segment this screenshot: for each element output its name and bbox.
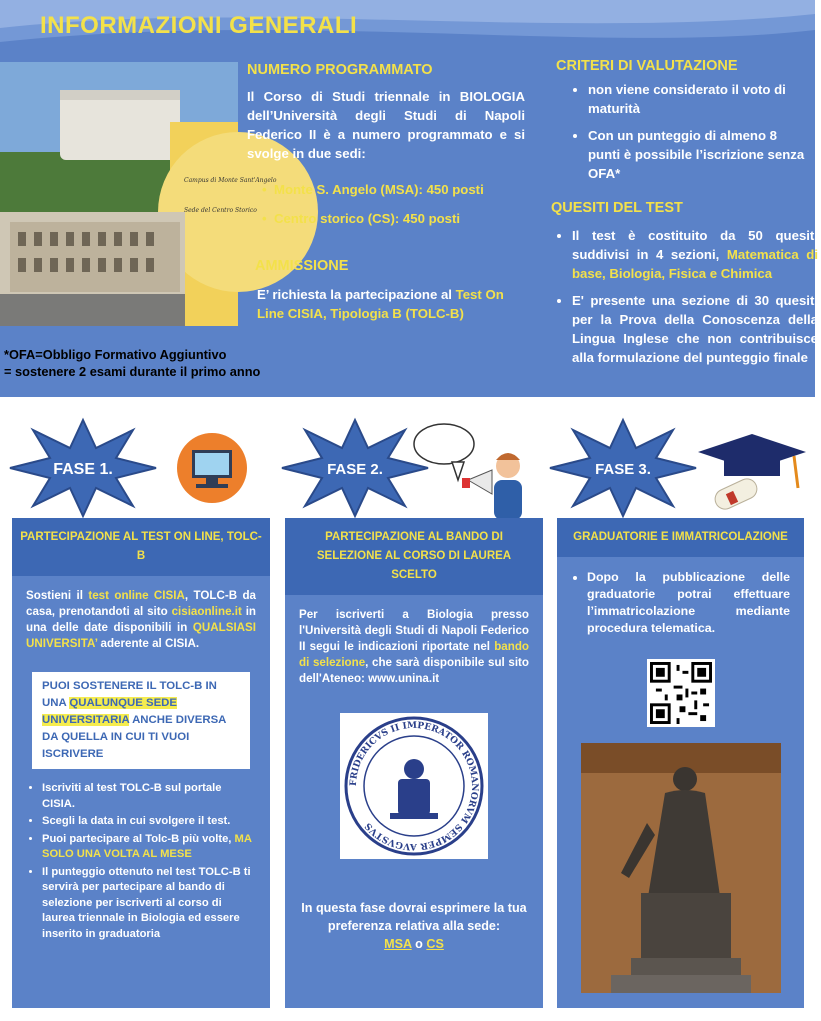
megaphone-icon [412, 422, 532, 522]
photo-label-1: Campus di Monte Sant'Angelo [184, 177, 277, 184]
graduation-cap-icon [694, 426, 810, 522]
ofa-note: *OFA=Obbligo Formativo Aggiuntivo = sostenere 2 esami durante il primo anno [4, 347, 261, 379]
fase3-label: FASE 3. [595, 461, 651, 478]
fase2-column [285, 518, 543, 1008]
fase2-sede-text: In questa fase dovrai esprimere la tua preferenza relativa alla sede: MSA o CS [301, 901, 527, 951]
criteri-list [572, 80, 808, 185]
fase1-label: FASE 1. [53, 461, 113, 478]
campus-photo [0, 62, 277, 326]
fase2-label: FASE 2. [327, 461, 383, 478]
fase1-bullet: • Puoi partecipare al Tolc-B più volte, MA SOLO UNA VOLTA AL MESE [42, 832, 256, 863]
statue-image [581, 743, 781, 993]
ammissione-heading: AMMISSIONE [255, 258, 349, 274]
quesiti-list [556, 226, 818, 369]
quesiti-item: • Il test è costituito da 50 quesiti suddivisi in 4 sezioni, Matematica di base, Biologia, Fisica e Chimica [572, 226, 818, 283]
photo-label-2: Sede del Centro Storico [184, 207, 257, 214]
fase1-column [12, 518, 270, 1008]
page-title: INFORMAZIONI GENERALI [40, 12, 358, 39]
fase1-bullet: • Scegli la data in cui svolgere il test. [42, 814, 256, 830]
fase1-bullet: • Iscriviti al test TOLC-B sul portale CISIA. [42, 781, 256, 812]
sede-msa: • Monte S. Angelo (MSA): 450 posti [262, 182, 484, 197]
fase1-bullet: • Il punteggio ottenuto nel test TOLC-B ti servirà per partecipare al bando di selezione per iscriverti al corso di laurea triennale in Biologia ed essere inserito in graduatoria [42, 865, 256, 943]
qr-code[interactable] [647, 659, 715, 727]
sede-cs: • Centro storico (CS): 450 posti [262, 211, 461, 226]
university-seal [340, 713, 488, 859]
criteri-item: • non viene considerato il voto di maturità [588, 80, 808, 118]
fase3-bullet: • Dopo la pubblicazione delle graduatorie potrai effettuare l’immatricolazione mediante procedura telematica. [587, 569, 790, 637]
fase3-column [557, 518, 804, 1008]
ammissione-text: E’ richiesta la partecipazione al Test On Line CISIA, Tipologia B (TOLC-B) [257, 287, 504, 321]
criteri-item: • Con un punteggio di almeno 8 punti è possibile l’iscrizione senza OFA* [588, 126, 808, 183]
fase2-body [285, 595, 543, 965]
fase1-body [12, 576, 270, 956]
fase3-bullets [571, 569, 790, 637]
quesiti-item: • E' presente una sezione di 30 quesiti per la Prova della Conoscenza della Lingua Inglese che non contribuisce alla formulazione del punteggio finale [572, 291, 818, 367]
fase3-star [548, 418, 698, 518]
fase2-star [280, 418, 430, 518]
fase2-header: PARTECIPAZIONE AL BANDO DI SELEZIONE AL CORSO DI LAUREA SCELTO [285, 518, 543, 595]
numero-text: Il Corso di Studi triennale in BIOLOGIA dell’Università degli Studi di Napoli Federico II è a numero programmato e si svolge in due sedi: [247, 89, 525, 161]
fase1-header: PARTECIPAZIONE AL TEST ON LINE, TOLC-B [12, 518, 270, 576]
fase1-paragraph: Sostieni il test online CISIA, TOLC-B da casa, prenotandoti al sito cisiaonline.it in una delle date disponibili in QUALSIASI UNIVERSITA’ aderente al CISIA. [26, 589, 257, 650]
fase1-bullets [26, 781, 256, 942]
svg-text:FRIDERICVS II IMPERATOR ROMANO: FRIDERICVS II IMPERATOR ROMANORVM SEMPER AVGVSTVS [348, 720, 480, 852]
fase3-body [557, 557, 804, 1005]
fase2-paragraph: Per iscriverti a Biologia presso l'Università degli Studi di Napoli Federico II segui le indicazioni riportate nel bando di selezione, che sarà disponibile sul sito dell'Ateneo: www.unina.it [299, 608, 530, 685]
computer-icon [176, 432, 248, 504]
tolc-note: PUOI SOSTENERE IL TOLC-B IN UNA QUALUNQUE SEDE UNIVERSITARIA ANCHE DIVERSA DA QUELLA IN CUI TI VUOI ISCRIVERE [32, 672, 250, 769]
sedi-list [262, 180, 532, 230]
fase3-header: GRADUATORIE E IMMATRICOLAZIONE [557, 518, 804, 557]
numero-heading: NUMERO PROGRAMMATO [247, 62, 433, 78]
fase1-star [8, 418, 158, 518]
criteri-heading: CRITERI DI VALUTAZIONE [556, 58, 738, 74]
quesiti-heading: QUESITI DEL TEST [551, 200, 683, 216]
